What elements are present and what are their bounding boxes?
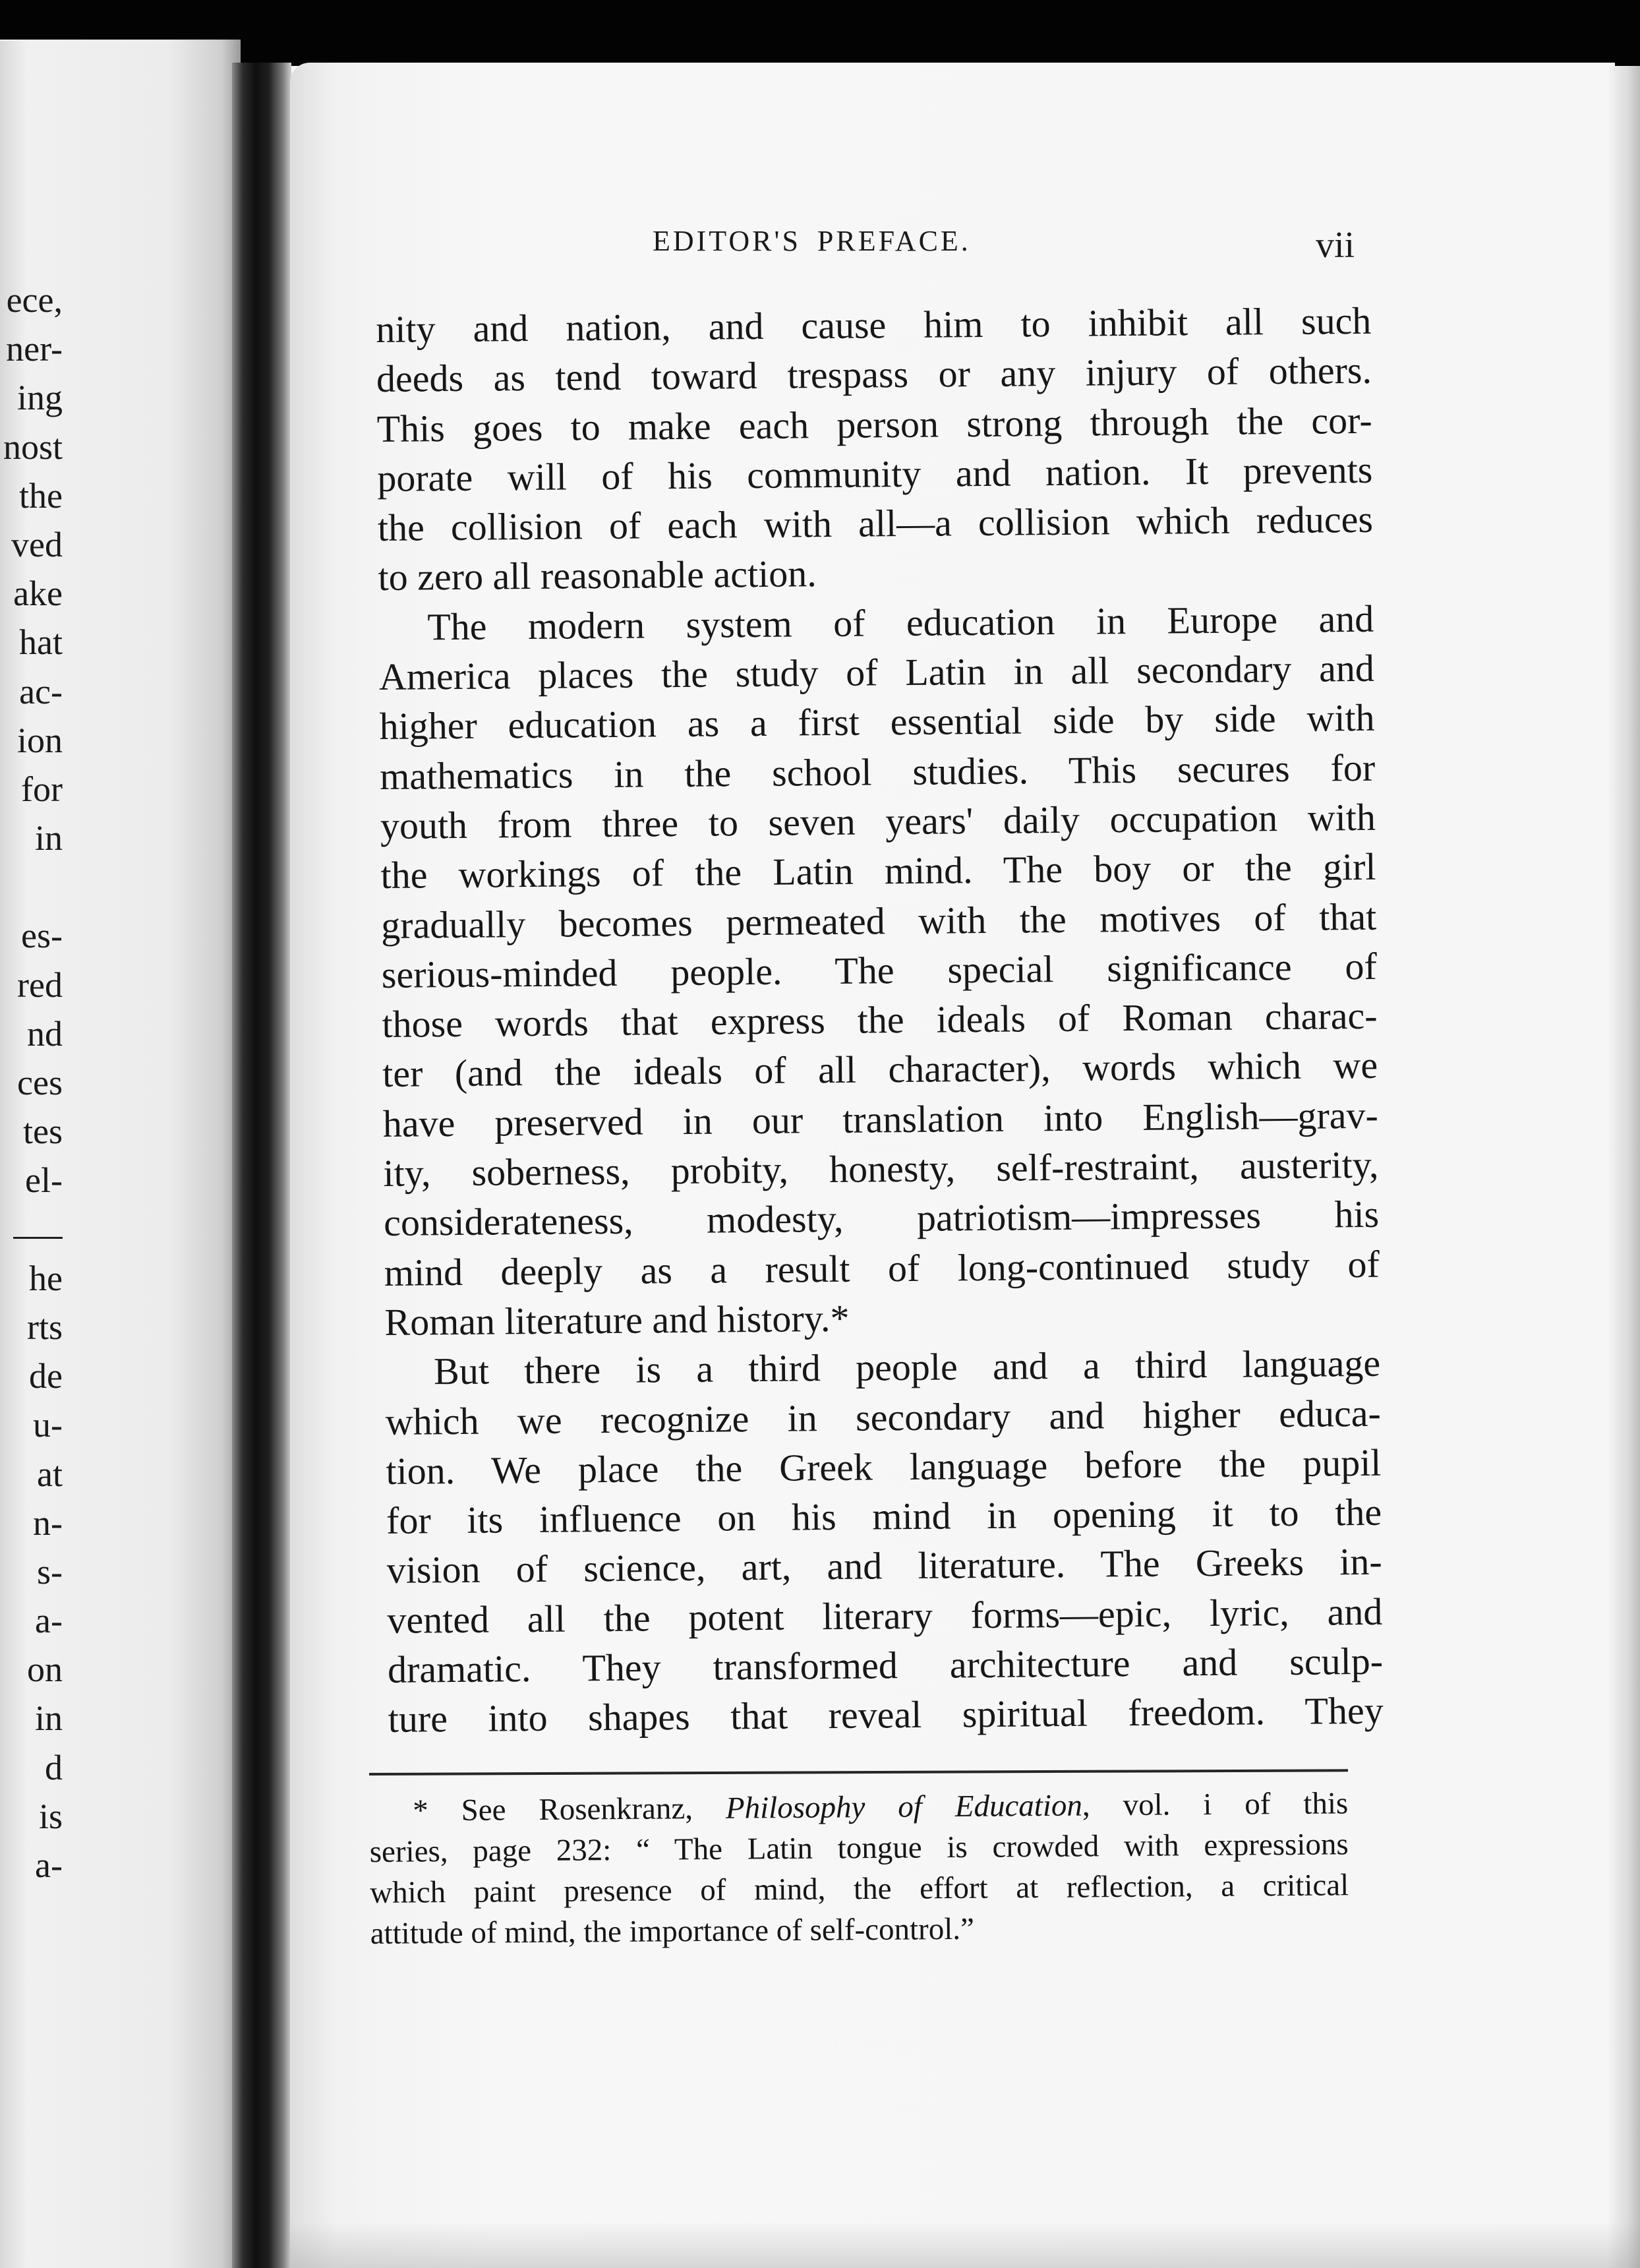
left-fragment: ac- — [19, 671, 63, 711]
text-line: mind deeply as a result of long-continued study of — [384, 1242, 1380, 1294]
text-line: porate will of his community and nation. It prevents — [377, 448, 1373, 500]
text-line: the collision of each with all—a collision which reduces — [377, 497, 1374, 550]
text-line: the workings of the Latin mind. The boy or the girl — [380, 845, 1376, 897]
left-fragment: de — [29, 1356, 63, 1396]
left-fragment: hat — [19, 622, 63, 663]
text-line: Roman literature and history.* — [384, 1296, 850, 1344]
text-line: deeds as tend toward trespass or any injury of others. — [376, 349, 1372, 401]
paragraph-first-line: But there is a third people and a third language — [433, 1341, 1381, 1393]
text-line: for its influence on his mind in opening it to the — [386, 1490, 1382, 1543]
footnote-line: which paint presence of mind, the effort at reflection, a critical — [370, 1868, 1349, 1910]
left-fragment: d — [45, 1747, 63, 1787]
text-line: vented all the potent literary forms—epic, lyric, and — [387, 1590, 1383, 1642]
left-fragment: ing — [16, 378, 63, 418]
left-fragment: s- — [37, 1551, 63, 1592]
footnote-citation-start: * See Rosenkranz, — [413, 1791, 726, 1828]
text-line: dramatic. They transformed architecture and sculp- — [387, 1639, 1384, 1691]
left-page-cutoff-text — [0, 276, 63, 1890]
text-line: to zero all reasonable action. — [378, 552, 817, 599]
page-edge-shadow — [1608, 66, 1640, 2268]
footnote-book-title: Philosophy of Education — [725, 1788, 1083, 1826]
left-fragment: for — [21, 769, 63, 809]
left-fragment: ake — [13, 574, 63, 614]
text-line: have preserved in our translation into English—grav- — [382, 1093, 1379, 1145]
left-fragment: in — [34, 818, 63, 858]
left-fragment: he — [29, 1258, 63, 1298]
left-fragment: ner- — [6, 329, 63, 369]
left-fragment: ece, — [6, 280, 63, 320]
scanner-background — [0, 0, 1640, 66]
left-fragment: red — [17, 965, 63, 1005]
footnote-line: series, page 232: “ The Latin tongue is crowded with expressions — [369, 1827, 1349, 1869]
left-fragment — [0, 862, 63, 911]
footnote-first-line — [369, 1783, 1348, 1832]
left-footnote-rule — [0, 1205, 63, 1254]
left-fragment: es- — [21, 916, 63, 956]
text-line: considerateness, modesty, patriotism—impresses his — [383, 1193, 1380, 1245]
text-line: nity and nation, and cause him to inhibit all such — [376, 299, 1372, 351]
body-text — [376, 296, 1384, 1745]
left-fragment: nd — [27, 1013, 63, 1054]
text-line: which we recognize in secondary and higher educa- — [385, 1391, 1382, 1443]
footnote-citation-end: , vol. i of this — [1082, 1786, 1349, 1823]
left-fragment: u- — [33, 1405, 63, 1445]
text-line: ter (and the ideals of all character), words which we — [382, 1044, 1378, 1096]
left-fragment: in — [34, 1698, 63, 1739]
page-number: vii — [1316, 225, 1355, 266]
text-line: those words that express the ideals of Roman charac- — [382, 994, 1378, 1046]
text-line: ity, soberness, probity, honesty, self-restraint, austerity, — [383, 1143, 1379, 1195]
text-line: youth from three to seven years' daily occupation with — [380, 795, 1376, 847]
text-line: ture into shapes that reveal spiritual freedom. They — [388, 1689, 1384, 1741]
left-fragment: ces — [17, 1063, 63, 1102]
left-fragment: el- — [25, 1160, 63, 1201]
text-line: America places the study of Latin in all secondary and — [378, 646, 1375, 699]
text-line: higher education as a first essential side by side with — [379, 696, 1375, 748]
footnote-line: attitude of mind, the importance of self-control.” — [370, 1911, 975, 1951]
text-line: mathematics in the school studies. This secures for — [379, 746, 1376, 798]
footnote — [369, 1783, 1349, 1954]
left-fragment: at — [37, 1454, 63, 1494]
text-line: vision of science, art, and literature. The Greeks in- — [386, 1540, 1382, 1592]
left-fragment: nost — [3, 427, 63, 467]
text-line: This goes to make each person strong through the cor- — [376, 398, 1372, 450]
left-fragment: ved — [11, 524, 63, 564]
book-gutter-shadow — [232, 63, 291, 2268]
left-fragment: a- — [35, 1601, 63, 1641]
text-line: serious-minded people. The special significance of — [381, 944, 1378, 996]
left-fragment: is — [38, 1796, 63, 1836]
running-head: EDITOR'S PREFACE. — [653, 225, 971, 257]
left-fragment: a- — [35, 1845, 63, 1885]
left-fragment: on — [27, 1650, 63, 1690]
left-fragment: ion — [16, 720, 63, 760]
left-fragment: tes — [23, 1112, 63, 1152]
left-fragment: the — [19, 475, 63, 516]
left-fragment: n- — [33, 1503, 63, 1543]
scan-bottom-shade — [290, 2222, 1640, 2268]
left-fragment: rts — [27, 1307, 63, 1347]
paragraph-first-line: The modern system of education in Europe and — [426, 597, 1374, 649]
text-line: gradually becomes permeated with the motives of that — [380, 895, 1377, 947]
text-line: tion. We place the Greek language before the pupil — [386, 1441, 1382, 1493]
